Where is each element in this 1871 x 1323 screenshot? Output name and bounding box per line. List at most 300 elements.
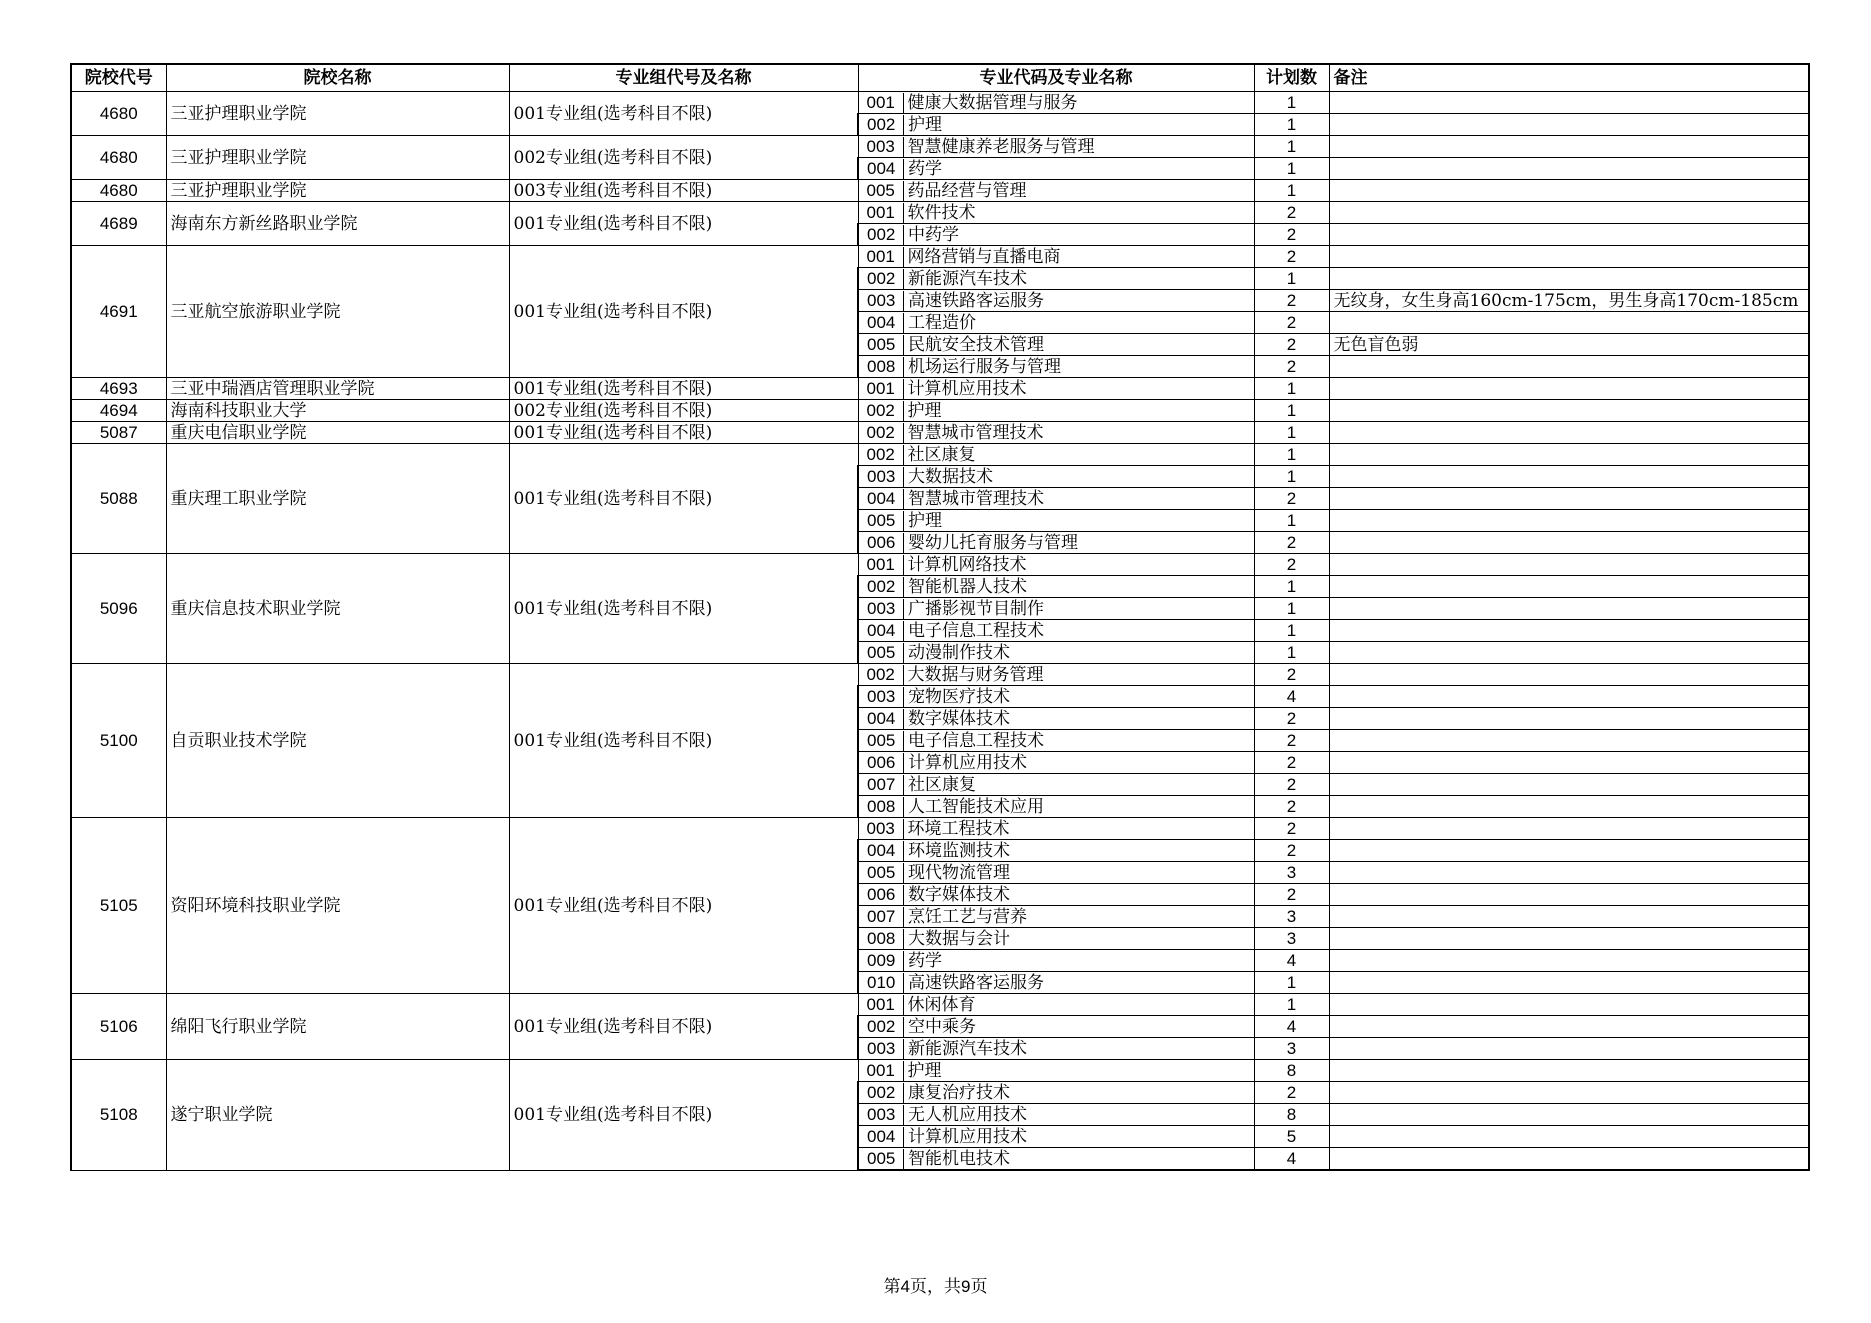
major-cell <box>858 950 1254 972</box>
major-name: 电子信息工程技术 <box>908 730 1044 751</box>
remark-cell <box>1329 1038 1809 1060</box>
plan-count-cell: 4 <box>1254 1148 1329 1171</box>
major-code: 004 <box>867 841 904 861</box>
plan-count-cell: 1 <box>1254 466 1329 488</box>
remark-cell <box>1329 1060 1809 1082</box>
plan-count-cell: 2 <box>1254 356 1329 378</box>
header-plan: 计划数 <box>1254 64 1329 92</box>
major-cell <box>858 620 1254 642</box>
footer-suffix: 页 <box>970 1277 988 1297</box>
major-code: 005 <box>867 863 904 883</box>
major-code: 001 <box>867 555 904 575</box>
table-row <box>71 202 1809 224</box>
school-name-cell: 自贡职业技术学院 <box>166 664 509 818</box>
plan-count-cell: 4 <box>1254 1016 1329 1038</box>
school-name-cell: 三亚中瑞酒店管理职业学院 <box>166 378 509 400</box>
major-cell <box>858 312 1254 334</box>
footer-middle: 页，共 <box>910 1277 961 1297</box>
major-code: 003 <box>867 819 904 839</box>
major-code: 001 <box>867 379 904 399</box>
plan-count-cell: 1 <box>1254 180 1329 202</box>
remark-cell: 无纹身，女生身高160cm-175cm，男生身高170cm-185cm <box>1329 290 1809 312</box>
remark-cell <box>1329 136 1809 158</box>
major-code: 002 <box>867 445 904 465</box>
school-code-cell: 4694 <box>71 400 166 422</box>
major-name: 婴幼儿托育服务与管理 <box>908 532 1078 553</box>
major-group-cell: 001专业组(选考科目不限) <box>509 664 858 818</box>
major-cell <box>858 730 1254 752</box>
major-code: 004 <box>867 1127 904 1147</box>
major-cell <box>858 840 1254 862</box>
school-name-cell: 资阳环境科技职业学院 <box>166 818 509 994</box>
major-cell <box>858 1104 1254 1126</box>
major-code: 005 <box>867 731 904 751</box>
school-name-cell: 三亚护理职业学院 <box>166 136 509 180</box>
major-name: 休闲体育 <box>907 994 976 1015</box>
remark-cell <box>1329 862 1809 884</box>
header-school-name: 院校名称 <box>166 64 509 92</box>
major-name: 现代物流管理 <box>908 862 1010 883</box>
major-cell <box>858 92 1254 114</box>
remark-cell <box>1329 356 1809 378</box>
major-name: 健康大数据管理与服务 <box>907 92 1078 113</box>
major-code: 008 <box>867 929 904 949</box>
table-row <box>71 994 1809 1016</box>
plan-count-cell: 2 <box>1254 730 1329 752</box>
major-name: 护理 <box>907 1060 942 1081</box>
major-code: 010 <box>867 973 904 993</box>
footer-page-number: 4 <box>900 1277 910 1296</box>
major-cell <box>858 136 1254 158</box>
plan-count-cell: 2 <box>1254 532 1329 554</box>
major-name: 空中乘务 <box>908 1016 976 1037</box>
header-remark: 备注 <box>1329 64 1809 92</box>
major-cell <box>858 246 1254 268</box>
remark-cell <box>1329 818 1809 840</box>
major-cell <box>858 774 1254 796</box>
major-code: 006 <box>867 753 904 773</box>
major-group-cell: 001专业组(选考科目不限) <box>509 444 858 554</box>
school-code-cell: 4680 <box>71 92 166 136</box>
major-group-cell: 002专业组(选考科目不限) <box>509 136 858 180</box>
admission-plan-table <box>70 63 1810 1171</box>
remark-cell <box>1329 488 1809 510</box>
table-row <box>71 444 1809 466</box>
major-name: 智能机电技术 <box>908 1148 1010 1169</box>
major-cell <box>858 994 1254 1016</box>
remark-cell <box>1329 202 1809 224</box>
major-group-cell: 001专业组(选考科目不限) <box>509 994 858 1060</box>
remark-cell <box>1329 1104 1809 1126</box>
major-code: 003 <box>867 291 904 311</box>
major-group-cell: 001专业组(选考科目不限) <box>509 378 858 400</box>
major-cell <box>858 1082 1254 1104</box>
plan-count-cell: 2 <box>1254 818 1329 840</box>
major-name: 高速铁路客运服务 <box>908 972 1044 993</box>
plan-count-cell: 2 <box>1254 312 1329 334</box>
major-cell <box>858 158 1254 180</box>
major-name: 数字媒体技术 <box>908 884 1010 905</box>
major-group-cell: 001专业组(选考科目不限) <box>509 422 858 444</box>
major-name: 大数据技术 <box>908 466 993 487</box>
school-code-cell: 4680 <box>71 180 166 202</box>
major-group-cell: 001专业组(选考科目不限) <box>509 92 858 136</box>
major-name: 智慧城市管理技术 <box>907 422 1044 443</box>
major-name: 人工智能技术应用 <box>908 796 1044 817</box>
major-cell <box>858 268 1254 290</box>
remark-cell <box>1329 620 1809 642</box>
school-name-cell: 海南东方新丝路职业学院 <box>166 202 509 246</box>
major-code: 003 <box>867 1039 904 1059</box>
major-name: 计算机应用技术 <box>907 378 1027 399</box>
major-name: 大数据与会计 <box>908 928 1010 949</box>
major-cell <box>858 224 1254 246</box>
plan-count-cell: 1 <box>1254 136 1329 158</box>
remark-cell <box>1329 994 1809 1016</box>
major-code: 009 <box>867 951 904 971</box>
school-code-cell: 4693 <box>71 378 166 400</box>
header-major: 专业代码及专业名称 <box>858 64 1254 92</box>
school-name-cell: 重庆信息技术职业学院 <box>166 554 509 664</box>
major-cell <box>858 1038 1254 1060</box>
table-row <box>71 554 1809 576</box>
major-code: 001 <box>867 247 904 267</box>
major-code: 003 <box>867 467 904 487</box>
remark-cell <box>1329 444 1809 466</box>
major-code: 002 <box>867 1017 904 1037</box>
remark-cell <box>1329 708 1809 730</box>
major-name: 护理 <box>908 114 942 135</box>
major-cell <box>858 1126 1254 1148</box>
table-row <box>71 136 1809 158</box>
major-name: 软件技术 <box>907 202 976 223</box>
major-cell <box>858 598 1254 620</box>
major-name: 民航安全技术管理 <box>908 334 1044 355</box>
plan-count-cell: 1 <box>1254 620 1329 642</box>
school-name-cell: 绵阳飞行职业学院 <box>166 994 509 1060</box>
major-name: 烹饪工艺与营养 <box>908 906 1027 927</box>
remark-cell <box>1329 158 1809 180</box>
major-group-cell: 001专业组(选考科目不限) <box>509 1060 858 1171</box>
remark-cell <box>1329 1082 1809 1104</box>
remark-cell <box>1329 180 1809 202</box>
school-code-cell: 5100 <box>71 664 166 818</box>
remark-cell <box>1329 1148 1809 1171</box>
plan-count-cell: 1 <box>1254 422 1329 444</box>
major-code: 001 <box>867 93 904 113</box>
major-code: 002 <box>867 423 904 443</box>
major-code: 003 <box>867 599 904 619</box>
school-code-cell: 5105 <box>71 818 166 994</box>
plan-count-cell: 1 <box>1254 642 1329 664</box>
major-cell <box>858 576 1254 598</box>
major-code: 001 <box>867 1061 904 1081</box>
major-cell <box>858 796 1254 818</box>
major-name: 环境工程技术 <box>907 818 1010 839</box>
remark-cell <box>1329 246 1809 268</box>
major-code: 002 <box>867 1083 904 1103</box>
major-code: 003 <box>867 687 904 707</box>
major-code: 002 <box>867 115 904 135</box>
table-row <box>71 180 1809 202</box>
plan-count-cell: 3 <box>1254 928 1329 950</box>
major-cell <box>858 1148 1254 1171</box>
plan-count-cell: 2 <box>1254 664 1329 686</box>
remark-cell <box>1329 686 1809 708</box>
remark-cell <box>1329 510 1809 532</box>
plan-count-cell: 4 <box>1254 686 1329 708</box>
major-name: 计算机网络技术 <box>907 554 1027 575</box>
school-name-cell: 海南科技职业大学 <box>166 400 509 422</box>
major-code: 004 <box>867 489 904 509</box>
remark-cell <box>1329 576 1809 598</box>
major-name: 计算机应用技术 <box>908 1126 1027 1147</box>
plan-count-cell: 5 <box>1254 1126 1329 1148</box>
major-name: 药品经营与管理 <box>907 180 1027 201</box>
plan-count-cell: 2 <box>1254 554 1329 576</box>
remark-cell <box>1329 466 1809 488</box>
remark-cell <box>1329 730 1809 752</box>
plan-count-cell: 1 <box>1254 510 1329 532</box>
plan-count-cell: 2 <box>1254 224 1329 246</box>
remark-cell <box>1329 92 1809 114</box>
table-row <box>71 92 1809 114</box>
major-code: 001 <box>867 995 904 1015</box>
remark-cell <box>1329 224 1809 246</box>
major-code: 004 <box>867 159 904 179</box>
major-cell <box>858 554 1254 576</box>
major-name: 智能机器人技术 <box>908 576 1027 597</box>
major-cell <box>858 466 1254 488</box>
major-group-cell: 002专业组(选考科目不限) <box>509 400 858 422</box>
school-name-cell: 重庆理工职业学院 <box>166 444 509 554</box>
remark-cell <box>1329 928 1809 950</box>
major-code: 006 <box>867 533 904 553</box>
major-code: 007 <box>867 775 904 795</box>
major-code: 008 <box>867 357 904 377</box>
major-code: 004 <box>867 313 904 333</box>
major-name: 大数据与财务管理 <box>907 664 1044 685</box>
major-name: 数字媒体技术 <box>908 708 1010 729</box>
major-cell <box>858 972 1254 994</box>
major-code: 002 <box>867 665 904 685</box>
major-cell <box>858 686 1254 708</box>
plan-count-cell: 1 <box>1254 994 1329 1016</box>
major-name: 网络营销与直播电商 <box>907 246 1061 267</box>
remark-cell <box>1329 400 1809 422</box>
major-cell <box>858 884 1254 906</box>
major-code: 005 <box>867 511 904 531</box>
major-cell <box>858 114 1254 136</box>
school-name-cell: 三亚护理职业学院 <box>166 92 509 136</box>
major-cell <box>858 1060 1254 1082</box>
major-cell <box>858 334 1254 356</box>
plan-count-cell: 3 <box>1254 1038 1329 1060</box>
plan-count-cell: 2 <box>1254 488 1329 510</box>
major-name: 护理 <box>907 400 942 421</box>
remark-cell <box>1329 884 1809 906</box>
school-code-cell: 4680 <box>71 136 166 180</box>
plan-count-cell: 8 <box>1254 1060 1329 1082</box>
major-code: 005 <box>867 643 904 663</box>
major-cell <box>858 444 1254 466</box>
plan-count-cell: 2 <box>1254 796 1329 818</box>
plan-count-cell: 4 <box>1254 950 1329 972</box>
major-name: 动漫制作技术 <box>908 642 1010 663</box>
plan-count-cell: 2 <box>1254 246 1329 268</box>
major-code: 002 <box>867 225 904 245</box>
major-cell <box>858 422 1254 444</box>
major-group-cell: 001专业组(选考科目不限) <box>509 818 858 994</box>
school-name-cell: 重庆电信职业学院 <box>166 422 509 444</box>
plan-count-cell: 3 <box>1254 862 1329 884</box>
table-header-row <box>71 64 1809 92</box>
school-code-cell: 5096 <box>71 554 166 664</box>
plan-count-cell: 1 <box>1254 972 1329 994</box>
major-name: 环境监测技术 <box>908 840 1010 861</box>
plan-count-cell: 1 <box>1254 114 1329 136</box>
remark-cell <box>1329 532 1809 554</box>
plan-count-cell: 1 <box>1254 444 1329 466</box>
major-code: 005 <box>867 1149 904 1169</box>
page-footer <box>0 1272 1871 1297</box>
table-row <box>71 378 1809 400</box>
major-cell <box>858 928 1254 950</box>
remark-cell: 无色盲色弱 <box>1329 334 1809 356</box>
remark-cell <box>1329 422 1809 444</box>
school-name-cell: 三亚护理职业学院 <box>166 180 509 202</box>
plan-count-cell: 2 <box>1254 840 1329 862</box>
major-group-cell: 001专业组(选考科目不限) <box>509 246 858 378</box>
plan-count-cell: 2 <box>1254 708 1329 730</box>
plan-count-cell: 2 <box>1254 884 1329 906</box>
plan-count-cell: 1 <box>1254 268 1329 290</box>
major-name: 新能源汽车技术 <box>908 268 1027 289</box>
school-code-cell: 4689 <box>71 202 166 246</box>
major-name: 社区康复 <box>908 774 976 795</box>
remark-cell <box>1329 378 1809 400</box>
remark-cell <box>1329 1016 1809 1038</box>
remark-cell <box>1329 268 1809 290</box>
plan-count-cell: 1 <box>1254 400 1329 422</box>
school-code-cell: 5106 <box>71 994 166 1060</box>
major-cell <box>858 400 1254 422</box>
major-cell <box>858 752 1254 774</box>
major-cell <box>858 862 1254 884</box>
major-name: 中药学 <box>908 224 959 245</box>
major-name: 计算机应用技术 <box>908 752 1027 773</box>
header-school-code: 院校代号 <box>71 64 166 92</box>
major-cell <box>858 510 1254 532</box>
table-row <box>71 664 1809 686</box>
plan-count-cell: 1 <box>1254 598 1329 620</box>
major-name: 智慧健康养老服务与管理 <box>907 136 1095 157</box>
plan-count-cell: 2 <box>1254 1082 1329 1104</box>
major-name: 康复治疗技术 <box>908 1082 1010 1103</box>
major-cell <box>858 664 1254 686</box>
plan-count-cell: 2 <box>1254 290 1329 312</box>
remark-cell <box>1329 752 1809 774</box>
major-cell <box>858 378 1254 400</box>
remark-cell <box>1329 114 1809 136</box>
major-name: 广播影视节目制作 <box>908 598 1044 619</box>
remark-cell <box>1329 950 1809 972</box>
major-cell <box>858 488 1254 510</box>
remark-cell <box>1329 972 1809 994</box>
major-name: 新能源汽车技术 <box>908 1038 1027 1059</box>
plan-count-cell: 2 <box>1254 334 1329 356</box>
footer-total-pages: 9 <box>961 1277 971 1296</box>
table-row <box>71 400 1809 422</box>
major-name: 智慧城市管理技术 <box>908 488 1044 509</box>
major-group-cell: 003专业组(选考科目不限) <box>509 180 858 202</box>
remark-cell <box>1329 642 1809 664</box>
remark-cell <box>1329 1126 1809 1148</box>
remark-cell <box>1329 312 1809 334</box>
major-name: 无人机应用技术 <box>908 1104 1027 1125</box>
school-code-cell: 5088 <box>71 444 166 554</box>
remark-cell <box>1329 840 1809 862</box>
major-cell <box>858 642 1254 664</box>
plan-count-cell: 2 <box>1254 752 1329 774</box>
major-cell <box>858 290 1254 312</box>
major-cell <box>858 818 1254 840</box>
major-name: 电子信息工程技术 <box>908 620 1044 641</box>
major-cell <box>858 356 1254 378</box>
major-code: 003 <box>867 137 904 157</box>
table-row <box>71 246 1809 268</box>
plan-count-cell: 1 <box>1254 378 1329 400</box>
major-code: 002 <box>867 577 904 597</box>
major-cell <box>858 708 1254 730</box>
plan-count-cell: 1 <box>1254 576 1329 598</box>
major-code: 002 <box>867 401 904 421</box>
major-cell <box>858 202 1254 224</box>
table-row <box>71 422 1809 444</box>
table-row <box>71 1060 1809 1082</box>
major-cell <box>858 1016 1254 1038</box>
major-name: 机场运行服务与管理 <box>908 356 1061 377</box>
major-code: 001 <box>867 203 904 223</box>
table-row <box>71 818 1809 840</box>
major-code: 005 <box>867 181 904 201</box>
major-code: 006 <box>867 885 904 905</box>
major-name: 工程造价 <box>908 312 976 333</box>
major-code: 007 <box>867 907 904 927</box>
school-code-cell: 5087 <box>71 422 166 444</box>
remark-cell <box>1329 796 1809 818</box>
school-code-cell: 5108 <box>71 1060 166 1171</box>
major-cell <box>858 180 1254 202</box>
major-code: 002 <box>867 269 904 289</box>
plan-count-cell: 1 <box>1254 158 1329 180</box>
school-code-cell: 4691 <box>71 246 166 378</box>
major-group-cell: 001专业组(选考科目不限) <box>509 202 858 246</box>
remark-cell <box>1329 906 1809 928</box>
school-name-cell: 三亚航空旅游职业学院 <box>166 246 509 378</box>
footer-prefix: 第 <box>883 1277 901 1297</box>
major-group-cell: 001专业组(选考科目不限) <box>509 554 858 664</box>
major-code: 004 <box>867 709 904 729</box>
major-name: 护理 <box>908 510 942 531</box>
plan-count-cell: 1 <box>1254 92 1329 114</box>
remark-cell <box>1329 664 1809 686</box>
major-cell <box>858 906 1254 928</box>
school-name-cell: 遂宁职业学院 <box>166 1060 509 1171</box>
major-code: 003 <box>867 1105 904 1125</box>
plan-count-cell: 2 <box>1254 774 1329 796</box>
major-code: 004 <box>867 621 904 641</box>
